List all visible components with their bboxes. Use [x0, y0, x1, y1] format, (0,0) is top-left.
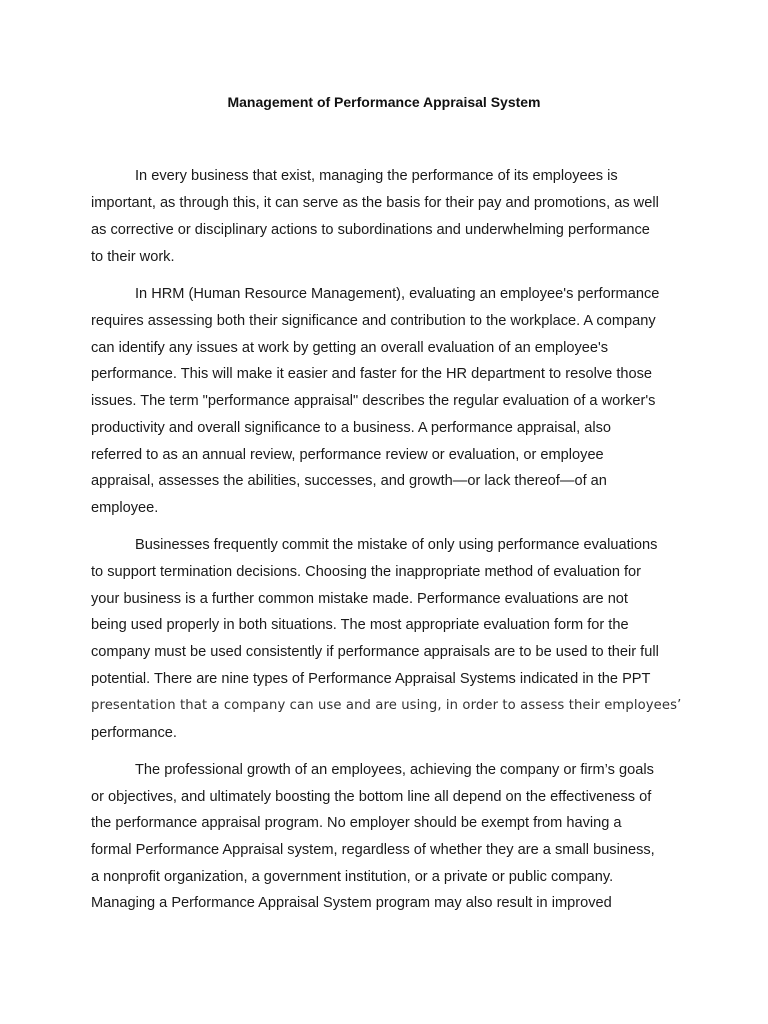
paragraph-line: performance. [91, 725, 177, 741]
paragraph-line: Managing a Performance Appraisal System program may also result in improved [91, 895, 612, 911]
paragraph-line: In HRM (Human Resource Management), evaluating an employee's performance [135, 286, 660, 302]
paragraph-line: appraisal, assesses the abilities, successes, and growth—or lack thereof—of an [91, 473, 607, 489]
paragraph-line: to support termination decisions. Choosing the inappropriate method of evaluation for [91, 564, 642, 580]
paragraph-line: to their work. [91, 249, 175, 265]
paragraph-line: Businesses frequently commit the mistake of only using performance evaluations [135, 537, 658, 553]
paragraph-line: potential. There are nine types of Performance Appraisal Systems indicated in the PPT [91, 671, 651, 687]
paragraph-line: employee. [91, 500, 159, 516]
paragraph-line: a nonprofit organization, a government institution, or a private or public company. [91, 869, 614, 885]
paragraph-line: your business is a further common mistake made. Performance evaluations are not [91, 591, 628, 607]
document-title: Management of Performance Appraisal System [227, 94, 541, 110]
paragraph-line: formal Performance Appraisal system, regardless of whether they are a small business, [91, 842, 655, 858]
paragraph-line: can identify any issues at work by getting an overall evaluation of an employee's [91, 340, 609, 356]
paragraph-line: the performance appraisal program. No employer should be exempt from having a [91, 815, 622, 831]
paragraph-line: as corrective or disciplinary actions to subordinations and underwhelming performance [91, 222, 650, 238]
paragraph-line: referred to as an annual review, performance review or evaluation, or employee [91, 447, 604, 463]
paragraph-line: or objectives, and ultimately boosting the bottom line all depend on the effectiveness of [91, 789, 652, 805]
paragraph-line: company must be used consistently if performance appraisals are to be used to their full [91, 644, 659, 660]
paragraph-line: productivity and overall significance to a business. A performance appraisal, also [91, 420, 611, 436]
paragraph-line: In every business that exist, managing the performance of its employees is [135, 168, 618, 184]
paragraph-line: performance. This will make it easier and faster for the HR department to resolve those [91, 366, 653, 382]
paragraph-line: The professional growth of an employees, achieving the company or firm’s goals [135, 762, 654, 778]
paragraph-line: being used properly in both situations. The most appropriate evaluation form for the [91, 617, 629, 633]
paragraph-line: requires assessing both their significance and contribution to the workplace. A company [91, 313, 656, 329]
paragraph-line: issues. The term "performance appraisal" describes the regular evaluation of a worker's [91, 393, 656, 409]
paragraph-line: important, as through this, it can serve as the basis for their pay and promotions, as well [91, 195, 659, 211]
paragraph-line: presentation that a company can use and are using, in order to assess their employees’ [91, 698, 682, 713]
